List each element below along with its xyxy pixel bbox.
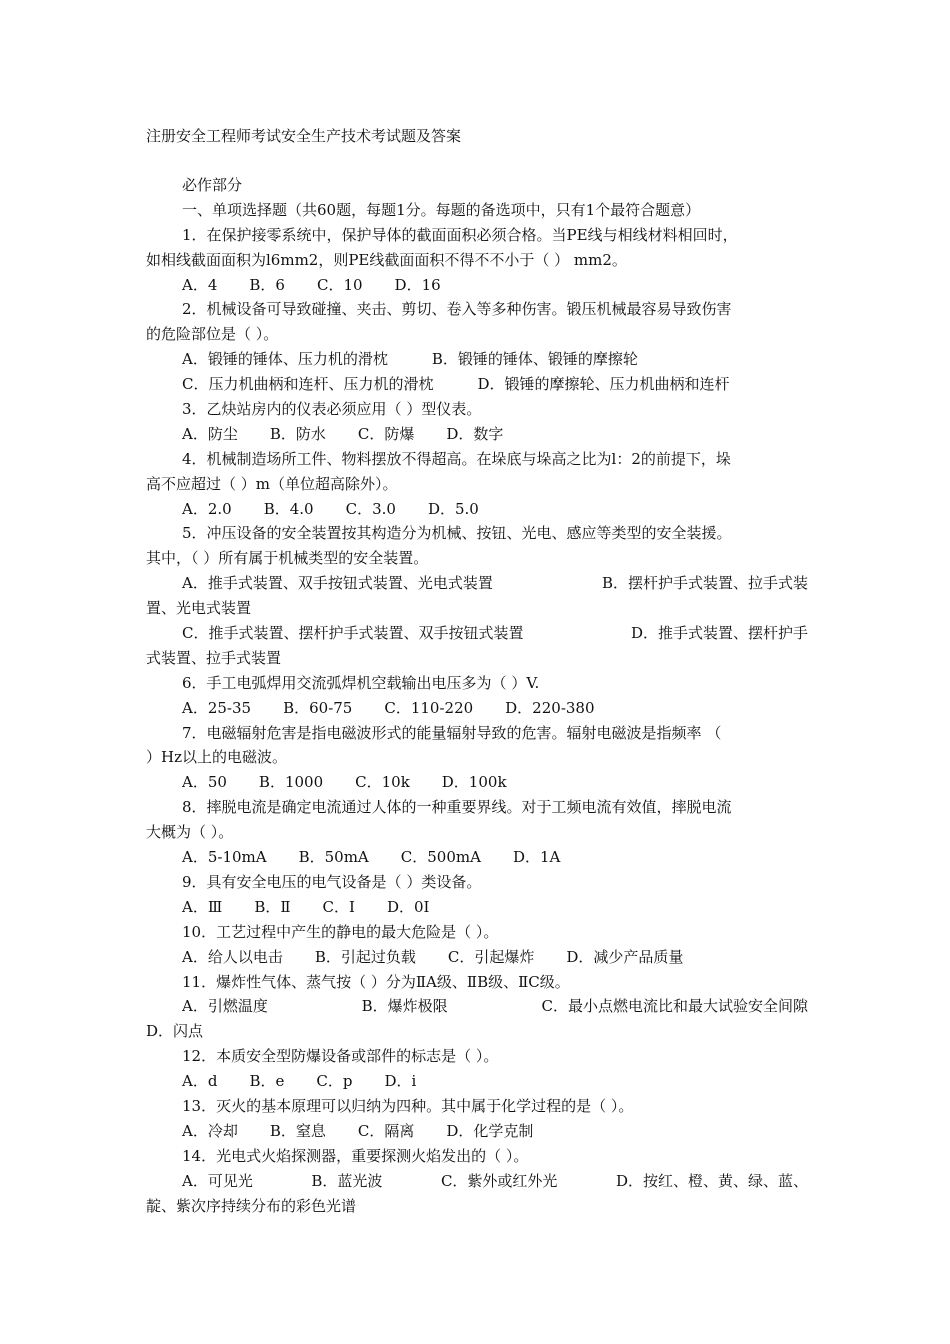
question-stem: 7．电磁辐射危害是指电磁波形式的能量辐射导致的危害。辐射电磁波是指频率 （ bbox=[182, 723, 722, 742]
option-row bbox=[146, 770, 808, 795]
option: C．3.0 bbox=[345, 499, 396, 518]
option: A．引燃温度 bbox=[182, 997, 268, 1016]
option: B．e bbox=[249, 1072, 285, 1091]
option-row bbox=[146, 347, 808, 372]
option-row bbox=[146, 372, 808, 397]
question-stem: 11．爆炸性气体、蒸气按（ ）分为ⅡA级、ⅡB级、ⅡC级。 bbox=[182, 972, 570, 991]
option: B．4.0 bbox=[263, 499, 314, 518]
option: D．0I bbox=[386, 897, 430, 916]
option-row bbox=[146, 1069, 808, 1094]
option: B．引起过负载 bbox=[314, 947, 416, 966]
option-row bbox=[146, 895, 808, 920]
question-stem: 8．摔脱电流是确定电流通过人体的一种重要界线。对于工频电流有效值，摔脱电流 bbox=[182, 798, 732, 817]
question-stem-cont: 的危险部位是（ ）。 bbox=[146, 325, 279, 344]
question-stem-cont: 大概为（ ）。 bbox=[146, 823, 234, 842]
option: B．Ⅱ bbox=[254, 897, 291, 916]
option: B．60-75 bbox=[283, 698, 353, 717]
option: C．p bbox=[316, 1072, 353, 1091]
option: B．爆炸极限 bbox=[361, 997, 448, 1016]
option-row bbox=[146, 696, 808, 721]
option-row bbox=[146, 845, 808, 870]
question-stem: 12．本质安全型防爆设备或部件的标志是（ ）。 bbox=[182, 1047, 499, 1066]
option: C．引起爆炸 bbox=[447, 947, 535, 966]
question-stem-cont: 其中，（ ）所有属于机械类型的安全装置。 bbox=[146, 549, 429, 568]
option: A．冷却 bbox=[182, 1121, 238, 1140]
option: A．4 bbox=[182, 275, 218, 294]
question-stem: 2．机械设备可导致碰撞、夹击、剪切、卷入等多种伤害。锻压机械最容易导致伤害 bbox=[182, 300, 732, 319]
option: D．5.0 bbox=[427, 499, 479, 518]
option: C．I bbox=[322, 897, 355, 916]
option: C．最小点燃电流比和最大试验安全间隙 bbox=[541, 997, 808, 1016]
option: C．10 bbox=[316, 275, 363, 294]
option: A．可见光 bbox=[182, 1171, 253, 1190]
option: D．减少产品质量 bbox=[566, 947, 684, 966]
option: D．化学克制 bbox=[446, 1121, 534, 1140]
option: A．5-10mA bbox=[182, 848, 267, 867]
option: B．6 bbox=[249, 275, 285, 294]
option: B．窒息 bbox=[269, 1121, 326, 1140]
question-stem: 5．冲压设备的安全装置按其构造分为机械、按钮、光电、感应等类型的安全装援。 bbox=[182, 524, 732, 543]
option: A．Ⅲ bbox=[182, 897, 223, 916]
option: A．2.0 bbox=[182, 499, 232, 518]
option: D．220-380 bbox=[505, 698, 595, 717]
option-row bbox=[146, 994, 808, 1019]
option-cont: D．闪点 bbox=[146, 1022, 204, 1041]
option-row bbox=[146, 497, 808, 522]
option: D．按红、橙、黄、绿、蓝、 bbox=[615, 1171, 808, 1190]
question-stem-cont: ）Hz以上的电磁波。 bbox=[146, 748, 287, 767]
option: B．50mA bbox=[298, 848, 369, 867]
option: D．1A bbox=[512, 848, 561, 867]
option-row bbox=[146, 621, 808, 646]
option: D．100k bbox=[441, 773, 507, 792]
option: A．推手式装置、双手按钮式装置、光电式装置 bbox=[182, 574, 493, 593]
option: A．锻锤的锤体、压力机的滑枕 bbox=[182, 350, 388, 369]
option: A．d bbox=[182, 1072, 218, 1091]
question-stem: 13．灭火的基本原理可以归纳为四种。其中属于化学过程的是（ ）。 bbox=[182, 1096, 634, 1115]
question-stem: 9．具有安全电压的电气设备是（ ）类设备。 bbox=[182, 872, 482, 891]
option: A．25-35 bbox=[182, 698, 252, 717]
question-stem: 1．在保护接零系统中，保护导体的截面面积必须合格。当PE线与相线材料相回时， bbox=[182, 225, 738, 244]
option-row bbox=[146, 945, 808, 970]
option: C．500mA bbox=[400, 848, 481, 867]
option-cont: 置、光电式装置 bbox=[146, 599, 252, 618]
option-row bbox=[146, 571, 808, 596]
option: C．防爆 bbox=[357, 424, 415, 443]
option-row bbox=[146, 273, 808, 298]
question-stem-cont: 如相线截面面积为l6mm2，则PE线截面面积不得不不小于（ ） mm2。 bbox=[146, 250, 627, 269]
option: C．隔离 bbox=[357, 1121, 415, 1140]
option: A．给人以电击 bbox=[182, 947, 283, 966]
part-header: 一、单项选择题（共60题，每题1分。每题的备选项中，只有1个最符合题意） bbox=[182, 200, 701, 219]
section-heading: 必作部分 bbox=[182, 176, 243, 194]
option: D．16 bbox=[394, 275, 441, 294]
option: B．锻锤的锤体、锻锤的摩擦轮 bbox=[431, 350, 638, 369]
option: C．10k bbox=[355, 773, 410, 792]
question-stem: 14．光电式火焰探测器，重要探测火焰发出的（ ）。 bbox=[182, 1146, 529, 1165]
option: C．压力机曲柄和连杆、压力机的滑枕 bbox=[182, 375, 434, 394]
option: C．110-220 bbox=[384, 698, 474, 717]
option: A．防尘 bbox=[182, 424, 238, 443]
document-body bbox=[146, 173, 808, 1218]
option: B．1000 bbox=[258, 773, 324, 792]
option-cont: 式装置、拉手式装置 bbox=[146, 648, 282, 667]
option: B．防水 bbox=[269, 424, 326, 443]
option: C．紫外或红外光 bbox=[440, 1171, 558, 1190]
option: D．锻锤的摩擦轮、压力机曲柄和连杆 bbox=[477, 375, 730, 394]
question-stem: 4．机械制造场所工件、物料摆放不得超高。在垛底与垛高之比为l：2的前提下，垛 bbox=[182, 449, 731, 468]
option: D．数字 bbox=[446, 424, 504, 443]
question-stem: 6．手工电弧焊用交流弧焊机空载输出电压多为（ ）V. bbox=[182, 673, 540, 692]
option-cont: 靛、紫次序持续分布的彩色光谱 bbox=[146, 1196, 357, 1215]
option: D．i bbox=[384, 1072, 417, 1091]
document-title: 注册安全工程师考试安全生产技术考试题及答案 bbox=[146, 127, 462, 145]
option: B．蓝光波 bbox=[311, 1171, 383, 1190]
option: C．推手式装置、摆杆护手式装置、双手按钮式装置 bbox=[182, 624, 524, 643]
option: A．50 bbox=[182, 773, 227, 792]
option-row bbox=[146, 422, 808, 447]
option-row bbox=[146, 1169, 808, 1194]
question-stem: 10．工艺过程中产生的静电的最大危险是（ ）。 bbox=[182, 922, 499, 941]
option: B．摆杆护手式装置、拉手式装 bbox=[601, 574, 808, 593]
question-stem-cont: 高不应超过（ ）m（单位超高除外）。 bbox=[146, 474, 398, 493]
option: D．推手式装置、摆杆护手 bbox=[630, 624, 808, 643]
option-row bbox=[146, 1119, 808, 1144]
question-stem: 3．乙炔站房内的仪表必须应用（ ）型仪表。 bbox=[182, 400, 482, 419]
